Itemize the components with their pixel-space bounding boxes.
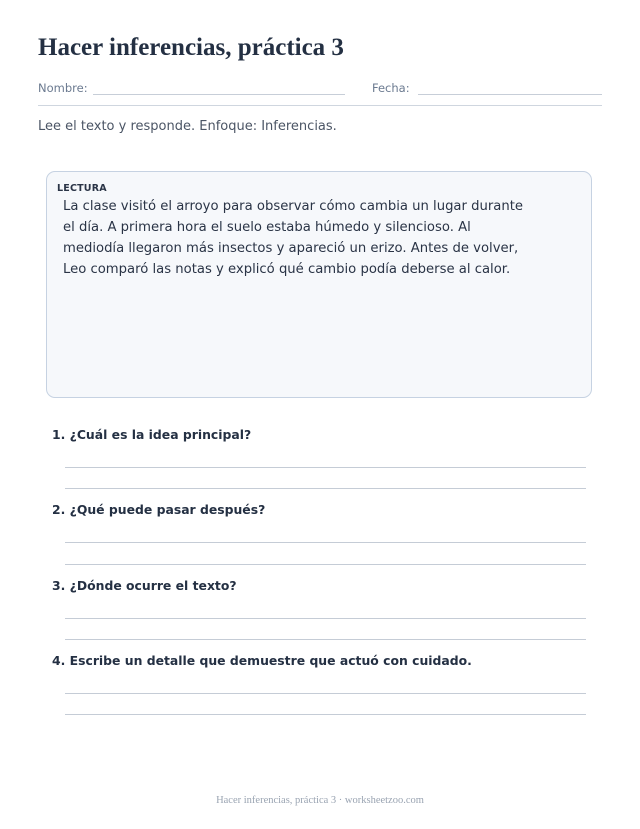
question-2 [52,502,592,517]
header-divider [38,105,602,106]
answer-line[interactable] [65,467,586,468]
question-text: 3. ¿Dónde ocurre el texto? [52,578,237,593]
question-4 [52,653,592,668]
question-text: 1. ¿Cuál es la idea principal? [52,427,252,442]
reading-box [46,171,592,398]
answer-line[interactable] [65,618,586,619]
question-text: 2. ¿Qué puede pasar después? [52,502,266,517]
instructions: Lee el texto y responde. Enfoque: Inferencias. [38,119,337,134]
date-label: Fecha: [372,81,410,95]
answer-line[interactable] [65,639,586,640]
question-3 [52,578,592,593]
answer-line[interactable] [65,714,586,715]
date-field[interactable] [418,94,602,95]
reading-label: LECTURA [57,183,107,194]
worksheet-title: Hacer inferencias, práctica 3 [38,34,344,61]
answer-line[interactable] [65,693,586,694]
name-field[interactable] [93,94,345,95]
footer: Hacer inferencias, práctica 3 · worksheetzoo.com [216,795,424,806]
question-1 [52,427,592,442]
answer-line[interactable] [65,564,586,565]
name-label: Nombre: [38,81,88,95]
reading-text: La clase visitó el arroyo para observar cómo cambia un lugar durante el día. A primera hora el suelo estaba húmedo y silencioso. Al mediodía llegaron más insectos y apareció un erizo. Antes de volver, Leo comparó las notas y explicó qué cambio podía deberse al calor. [63,199,524,277]
name-date-row [38,78,602,98]
question-text: 4. Escribe un detalle que demuestre que actuó con cuidado. [52,653,472,668]
answer-line[interactable] [65,488,586,489]
answer-line[interactable] [65,542,586,543]
